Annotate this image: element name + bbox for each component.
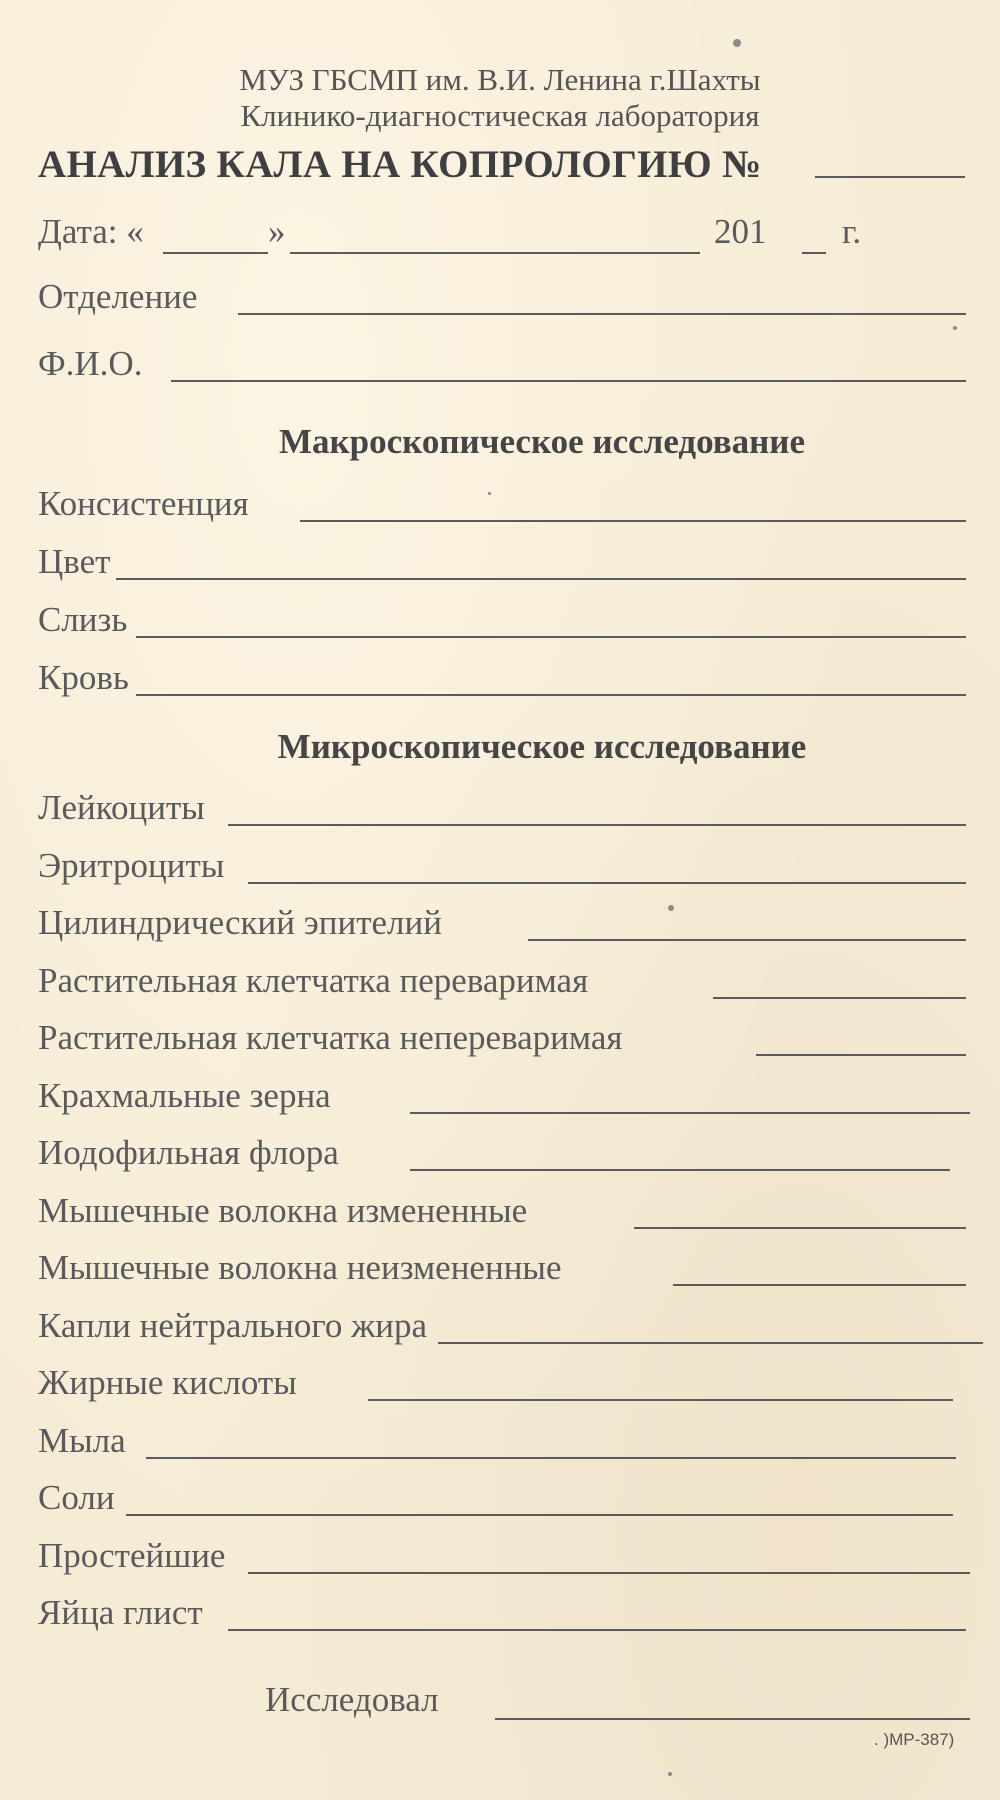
micro-field-row bbox=[38, 1304, 968, 1352]
date-year-suffix: г. bbox=[842, 212, 862, 251]
micro-field-line[interactable] bbox=[673, 1284, 966, 1286]
micro-field-row bbox=[38, 959, 968, 1007]
paper-speck bbox=[733, 39, 741, 47]
micro-field-label: Соли bbox=[38, 1478, 115, 1517]
micro-field-row bbox=[38, 1361, 968, 1409]
micro-field-label: Крахмальные зерна bbox=[38, 1075, 331, 1115]
paper-speck bbox=[953, 326, 957, 330]
macro-field-label: Слизь bbox=[38, 600, 128, 639]
department-line[interactable] bbox=[238, 313, 966, 315]
date-year-line[interactable] bbox=[802, 252, 826, 254]
micro-field-label: Лейкоциты bbox=[38, 788, 205, 827]
form-code: . )МР-387) bbox=[874, 1730, 955, 1749]
micro-field-row bbox=[38, 1189, 968, 1237]
number-field-line[interactable] bbox=[815, 176, 965, 178]
micro-field-label: Мышечные волокна измененные bbox=[38, 1190, 528, 1230]
micro-field-line[interactable] bbox=[756, 1054, 966, 1056]
department-label: Отделение bbox=[38, 277, 198, 316]
paper-speck bbox=[668, 905, 674, 911]
micro-field-label: Эритроциты bbox=[38, 845, 225, 885]
date-day-line[interactable] bbox=[163, 252, 268, 254]
micro-field-row bbox=[38, 844, 968, 892]
micro-field-line[interactable] bbox=[146, 1457, 956, 1459]
macro-field-label: Консистенция bbox=[38, 484, 249, 523]
fio-row bbox=[38, 342, 968, 390]
fio-label: Ф.И.О. bbox=[38, 344, 143, 383]
micro-field-row bbox=[38, 1016, 968, 1064]
micro-field-label: Капли нейтрального жира bbox=[38, 1305, 428, 1345]
micro-field-line[interactable] bbox=[410, 1169, 950, 1171]
form-title: АНАЛИЗ КАЛА НА КОПРОЛОГИЮ № bbox=[38, 143, 762, 186]
macro-field-line[interactable] bbox=[136, 636, 966, 638]
micro-field-row bbox=[38, 786, 968, 834]
micro-field-line[interactable] bbox=[713, 997, 966, 999]
date-label: Дата: « bbox=[38, 212, 144, 251]
micro-field-label: Жирные кислоты bbox=[38, 1363, 297, 1402]
micro-field-row bbox=[38, 1476, 968, 1524]
fio-line[interactable] bbox=[171, 380, 966, 382]
micro-field-label: Мышечные волокна неизмененные bbox=[38, 1248, 562, 1287]
macro-field-row bbox=[38, 540, 968, 588]
examined-by-line[interactable] bbox=[495, 1718, 970, 1720]
micro-field-row bbox=[38, 901, 968, 949]
micro-field-label: Мыла bbox=[38, 1420, 126, 1460]
macro-heading: Макроскопическое исследование bbox=[278, 422, 805, 461]
macro-field-line[interactable] bbox=[136, 694, 966, 696]
micro-field-label: Цилиндрический эпителий bbox=[38, 903, 442, 942]
micro-field-label: Растительная клетчатка переваримая bbox=[38, 960, 589, 1000]
examined-by-label: Исследовал bbox=[265, 1680, 439, 1719]
micro-field-label: Иодофильная флора bbox=[38, 1133, 339, 1172]
micro-field-line[interactable] bbox=[528, 939, 966, 941]
micro-heading: Микроскопическое исследование bbox=[277, 727, 807, 766]
organization-name: МУЗ ГБСМП им. В.И. Ленина г.Шахты bbox=[239, 62, 761, 97]
paper-speck bbox=[668, 1772, 672, 1776]
department-row bbox=[38, 275, 968, 323]
paper-speck bbox=[488, 492, 491, 495]
macro-field-line[interactable] bbox=[116, 578, 966, 580]
micro-field-line[interactable] bbox=[228, 824, 966, 826]
micro-field-line[interactable] bbox=[438, 1342, 983, 1344]
laboratory-name: Клинико-диагностическая лаборатория bbox=[240, 98, 760, 133]
micro-field-line[interactable] bbox=[126, 1514, 953, 1516]
micro-field-row bbox=[38, 1131, 968, 1179]
micro-field-line[interactable] bbox=[248, 882, 966, 884]
macro-field-row bbox=[38, 656, 968, 704]
micro-field-label: Простейшие bbox=[38, 1535, 226, 1575]
date-year-prefix: 201 bbox=[714, 212, 767, 251]
micro-field-label: Растительная клетчатка непереваримая bbox=[38, 1018, 623, 1057]
micro-field-row bbox=[38, 1419, 968, 1467]
micro-field-label: Яйца глист bbox=[38, 1593, 203, 1632]
date-quote-close: » bbox=[268, 212, 286, 251]
macro-field-row bbox=[38, 598, 968, 646]
micro-field-line[interactable] bbox=[410, 1112, 970, 1114]
micro-field-line[interactable] bbox=[634, 1227, 966, 1229]
micro-field-row bbox=[38, 1534, 968, 1582]
macro-field-label: Кровь bbox=[38, 658, 129, 697]
date-month-line[interactable] bbox=[290, 252, 700, 254]
micro-field-row bbox=[38, 1591, 968, 1639]
micro-field-line[interactable] bbox=[248, 1572, 970, 1574]
macro-field-row bbox=[38, 482, 968, 530]
macro-field-label: Цвет bbox=[38, 542, 111, 581]
micro-field-line[interactable] bbox=[228, 1629, 966, 1631]
macro-field-line[interactable] bbox=[300, 520, 966, 522]
micro-field-row bbox=[38, 1074, 968, 1122]
micro-field-line[interactable] bbox=[368, 1399, 953, 1401]
micro-field-row bbox=[38, 1246, 968, 1294]
